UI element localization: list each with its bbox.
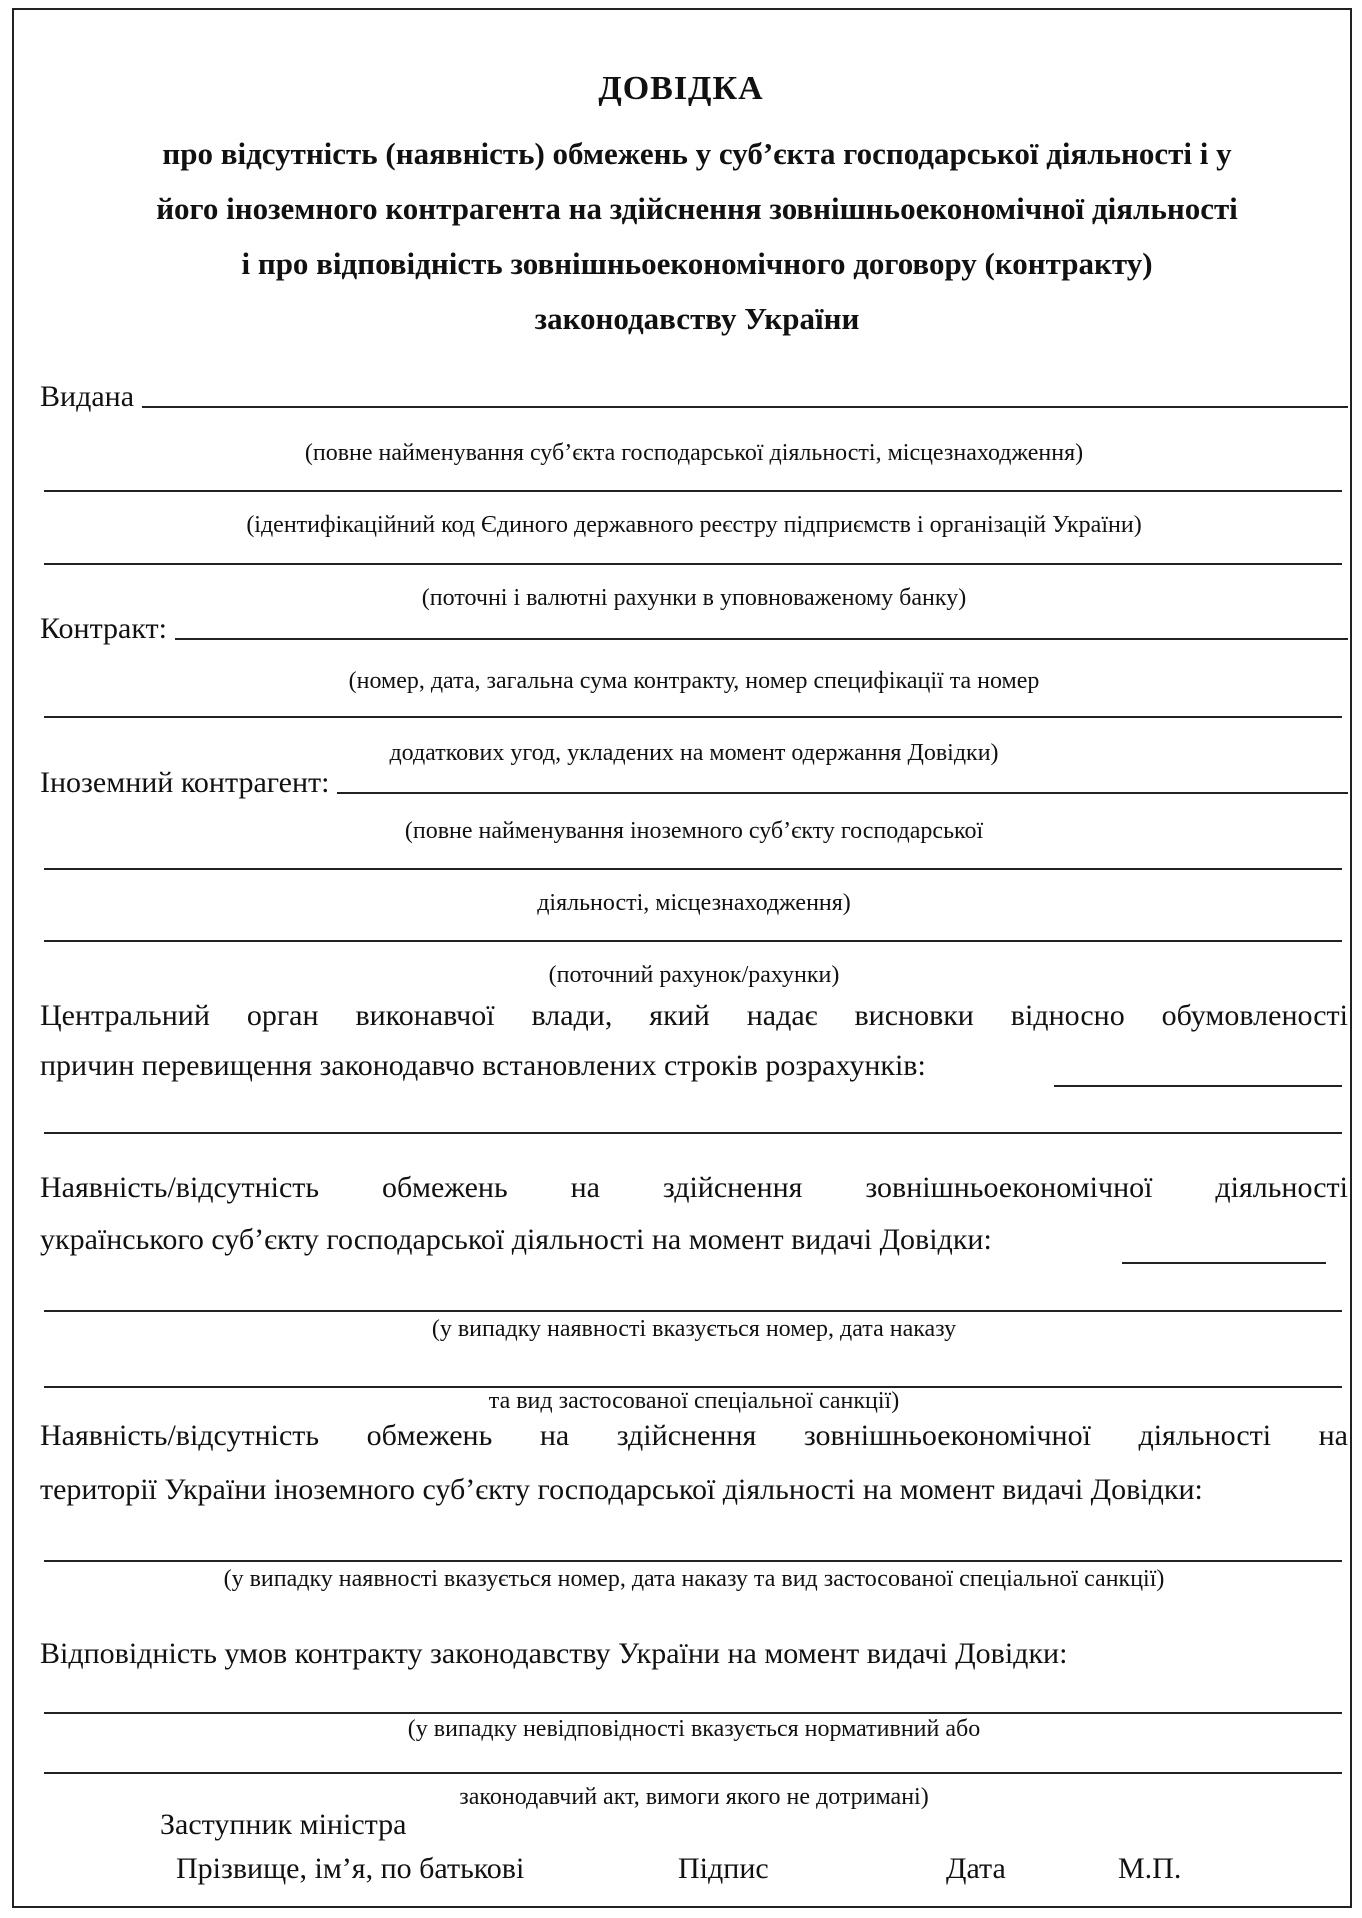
ukrainian-restrictions-field-2[interactable] xyxy=(44,1310,1342,1312)
foreign-restrictions-line-2: території України іноземного суб’єкту господарської діяльності на момент видачі Довідки: xyxy=(40,1473,1203,1506)
contract-label: Контракт: xyxy=(40,612,167,645)
foreign-label: Іноземний контрагент: xyxy=(40,766,330,799)
compliance-hint-2: законодавчий акт, вимоги якого не дотримані) xyxy=(459,1784,929,1810)
foreign-restrictions-field[interactable] xyxy=(44,1560,1342,1562)
subtitle-line: законодавству України xyxy=(534,301,860,336)
foreign-field-2[interactable] xyxy=(44,868,1342,870)
issued-row xyxy=(40,380,1348,414)
document-title: ДОВІДКА xyxy=(598,70,764,107)
central-body-line-1: Центральний орган виконавчої влади, який надає висновки відносно обумовленості xyxy=(40,999,1348,1032)
foreign-accounts-field[interactable] xyxy=(44,940,1342,942)
subtitle-line: про відсутність (наявність) обмежень у суб’єкта господарської діяльності і у xyxy=(162,136,1232,171)
subtitle-line: і про відповідність зовнішньоекономічного договору (контракту) xyxy=(241,246,1153,281)
document-subtitle xyxy=(40,126,1354,346)
foreign-field[interactable] xyxy=(337,790,1348,794)
date-label: Дата xyxy=(946,1852,1006,1885)
issued-name-hint: (повне найменування суб’єкта господарської діяльності, місцезнаходження) xyxy=(304,440,1084,466)
compliance-line: Відповідність умов контракту законодавству України на момент видачі Довідки: xyxy=(40,1637,1068,1670)
signatory-name-label: Прізвище, ім’я, по батькові xyxy=(176,1852,525,1885)
foreign-hint-1: (повне найменування іноземного суб’єкту господарської xyxy=(404,818,984,844)
compliance-hint-1: (у випадку невідповідності вказується нормативний або xyxy=(407,1716,981,1742)
ukrainian-restrictions-line-1: Наявність/відсутність обмежень на здійснення зовнішньоекономічної діяльності xyxy=(40,1171,1348,1204)
contract-hint-1: (номер, дата, загальна сума контракту, номер специфікації та номер xyxy=(348,668,1040,694)
central-body-field[interactable] xyxy=(1054,1085,1342,1087)
foreign-row xyxy=(40,766,1348,800)
contract-hint-2: додаткових угод, укладених на момент одержання Довідки) xyxy=(389,740,999,766)
ukrainian-restrictions-hint-2: та вид застосованої спеціальної санкції) xyxy=(488,1388,900,1414)
foreign-restrictions-line-1: Наявність/відсутність обмежень на здійснення зовнішньоекономічної діяльності на xyxy=(40,1419,1348,1452)
contract-row xyxy=(40,612,1348,646)
contract-field[interactable] xyxy=(175,636,1348,640)
ukrainian-restrictions-hint-1: (у випадку наявності вказується номер, дата наказу xyxy=(431,1316,957,1342)
issued-label: Видана xyxy=(40,380,135,413)
subtitle-line: його іноземного контрагента на здійснення зовнішньоекономічної діяльності xyxy=(156,191,1238,226)
contract-field-2[interactable] xyxy=(44,716,1342,718)
issued-code-field[interactable] xyxy=(44,490,1342,492)
central-body-line-2: причин перевищення законодавчо встановлених строків розрахунків: xyxy=(40,1049,926,1082)
compliance-field-2[interactable] xyxy=(44,1772,1342,1774)
issued-accounts-hint: (поточні і валютні рахунки в уповноваженому банку) xyxy=(421,585,967,611)
seal-label: М.П. xyxy=(1118,1852,1182,1885)
issued-code-hint: (ідентифікаційний код Єдиного державного реєстру підприємств і організацій України) xyxy=(246,512,1142,538)
foreign-hint-2: діяльності, місцезнаходження) xyxy=(537,890,851,916)
issued-field[interactable] xyxy=(142,404,1348,408)
central-body-field-2[interactable] xyxy=(44,1132,1342,1134)
signature-label: Підпис xyxy=(678,1852,769,1885)
foreign-restrictions-hint: (у випадку наявності вказується номер, дата наказу та вид застосованої спеціальної санкції) xyxy=(223,1566,1165,1592)
foreign-hint-3: (поточний рахунок/рахунки) xyxy=(548,962,840,988)
compliance-field[interactable] xyxy=(44,1712,1342,1714)
ukrainian-restrictions-line-2: українського суб’єкту господарської діяльності на момент видачі Довідки: xyxy=(40,1223,992,1256)
signatory-position: Заступник міністра xyxy=(160,1808,407,1841)
ukrainian-restrictions-field[interactable] xyxy=(1122,1262,1326,1264)
issued-accounts-field[interactable] xyxy=(44,563,1342,565)
